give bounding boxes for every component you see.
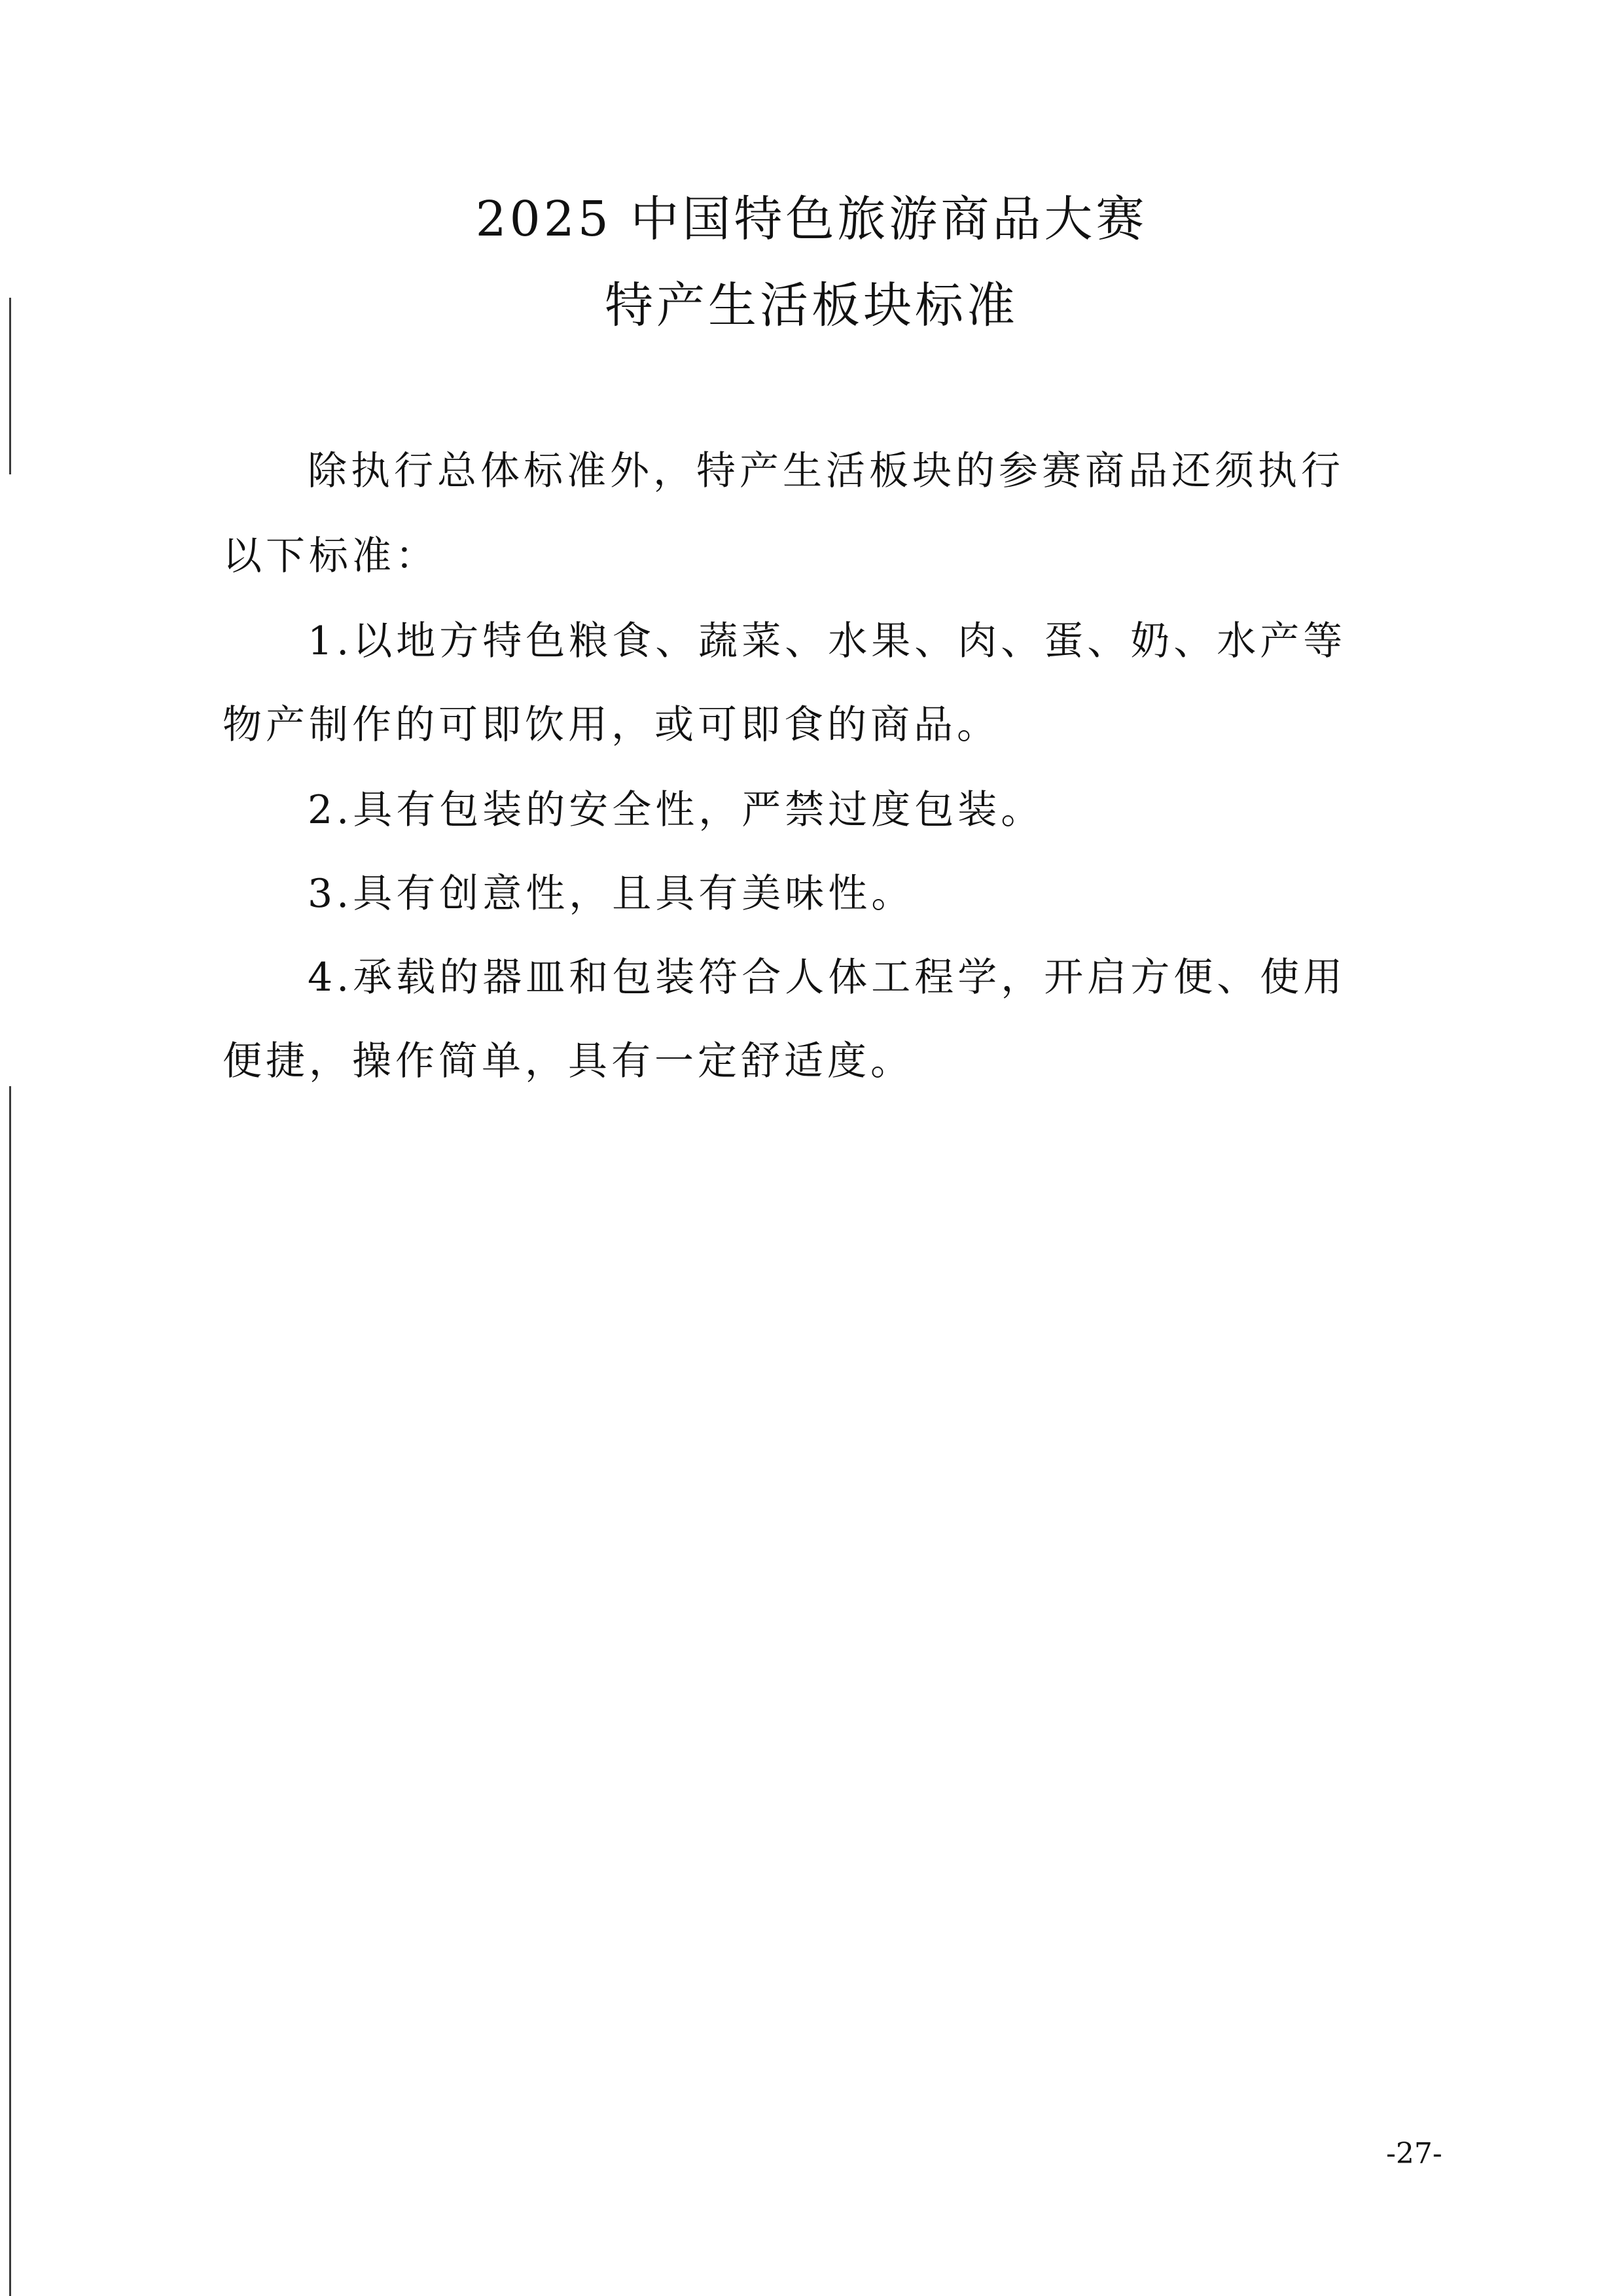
standard-item-3: 3.具有创意性，且具有美味性。 (308, 871, 915, 917)
intro-paragraph-line-1: 除执行总体标准外，特产生活板块的参赛商品还须执行 (308, 448, 1344, 494)
standard-item-1-line-1: 1.以地方特色粮食、蔬菜、水果、肉、蛋、奶、水产等 (308, 618, 1347, 664)
document-subtitle: 特产生活板块标准 (605, 277, 1018, 334)
page-number: -27- (1386, 2137, 1442, 2170)
intro-paragraph-line-2: 以下标准： (223, 533, 438, 579)
document-title: 2025 中国特色旅游商品大赛 (475, 191, 1148, 247)
standard-item-1-line-2: 物产制作的可即饮用，或可即食的商品。 (223, 702, 1000, 748)
standard-item-4-line-2: 便捷，操作简单，具有一定舒适度。 (223, 1038, 914, 1084)
standard-item-2: 2.具有包装的安全性，严禁过度包装。 (308, 787, 1044, 833)
scan-edge-mark (9, 1086, 11, 2296)
standard-item-4-line-1: 4.承载的器皿和包装符合人体工程学，开启方便、使用 (308, 955, 1347, 1000)
